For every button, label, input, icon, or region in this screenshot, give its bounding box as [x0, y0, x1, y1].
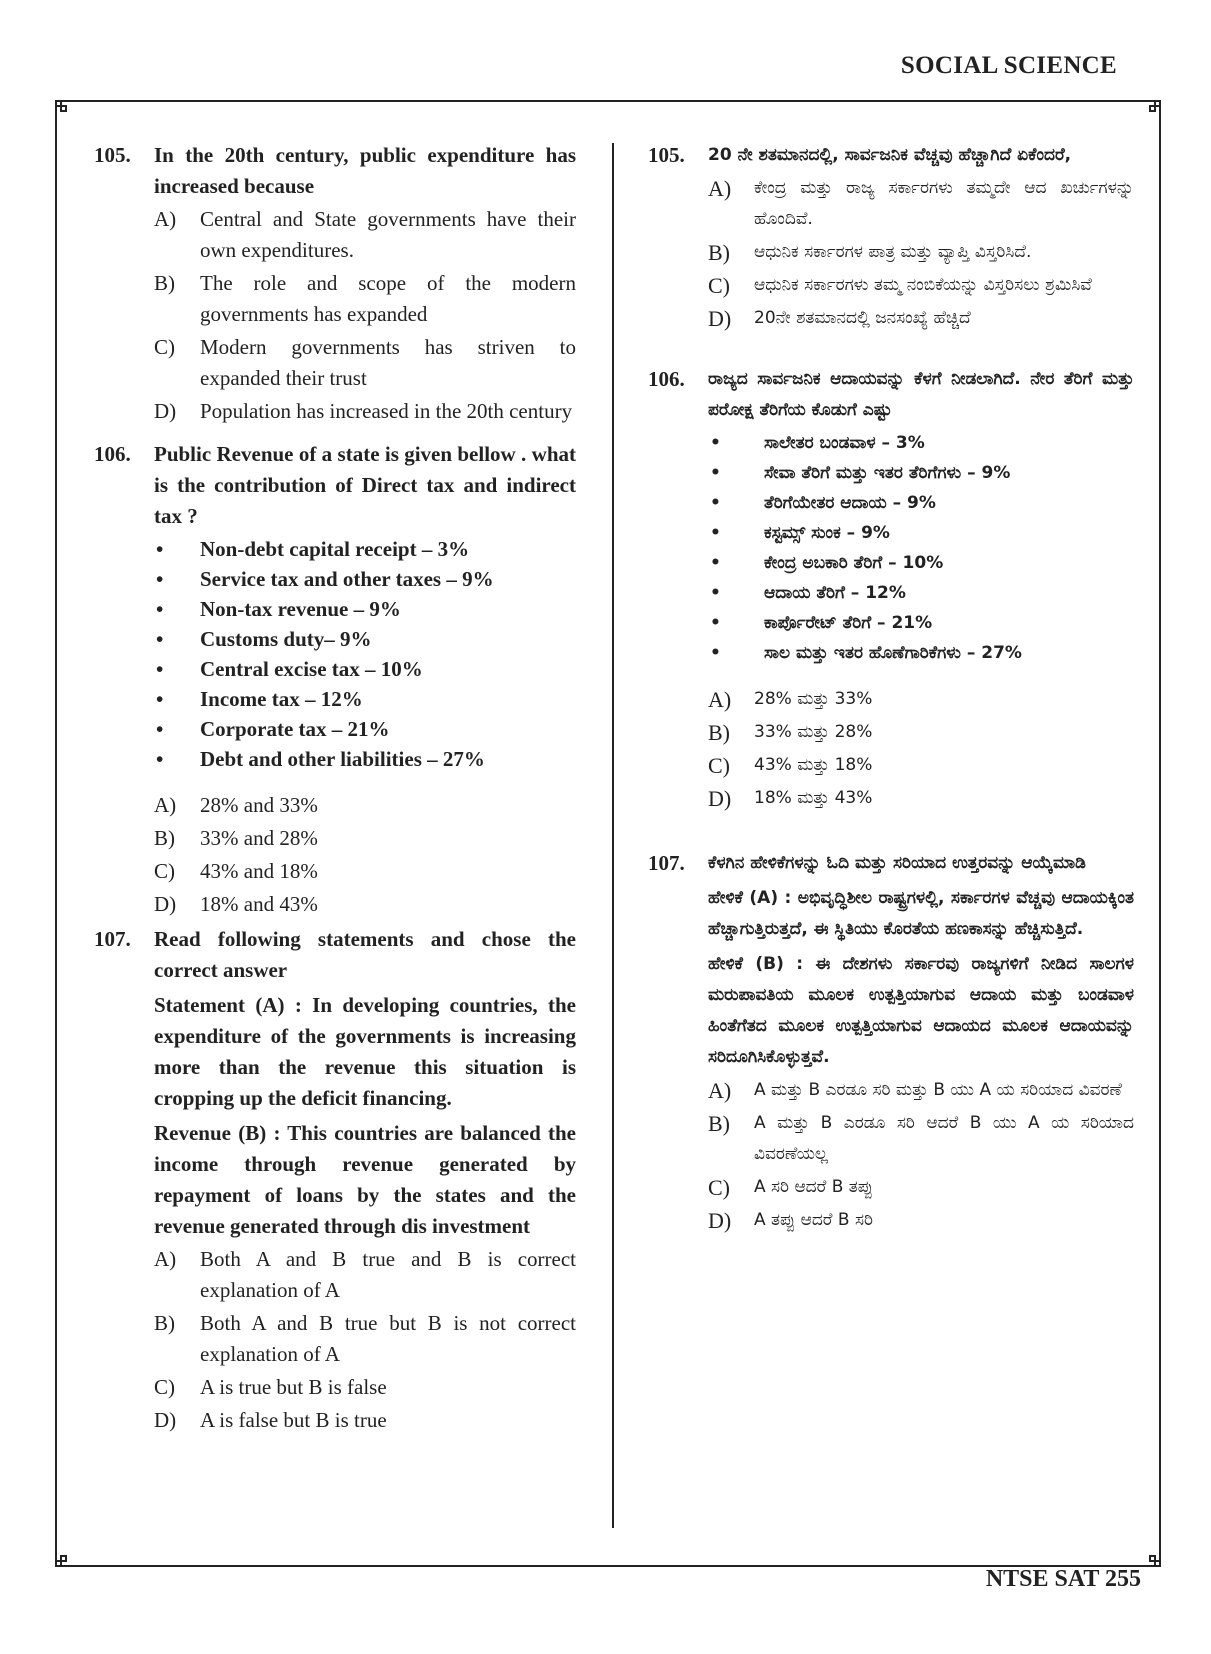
option-b: B) The role and scope of the modern governments has expanded — [154, 271, 576, 326]
question-stem: 20 ನೇ ಶತಮಾನದಲ್ಲಿ, ಸಾರ್ವಜನಿಕ ವೆಚ್ಚವು ಹೆಚ್ಚಾಗಿದೆ ಏಕೆಂದರೆ, — [708, 145, 1072, 165]
option-a: A) Central and State governments have their own expenditures. — [154, 207, 576, 262]
question-number: 105. — [648, 143, 685, 167]
question-number: 105. — [94, 143, 131, 167]
list-item: • Income tax – 12% — [154, 684, 576, 714]
question-107-kannada — [648, 848, 1134, 1236]
list-item: • ಕಸ್ಟಮ್ಸ್ ಸುಂಕ – 9% — [708, 518, 1134, 548]
question-number: 106. — [648, 367, 685, 391]
list-item: • ತೆರಿಗೆಯೇತರ ಆದಾಯ – 9% — [708, 488, 1134, 518]
option-c: C) Modern governments has striven to expanded their trust — [154, 335, 576, 390]
question-number: 107. — [94, 927, 131, 951]
statement-b: Revenue (B) : This countries are balanced the income through revenue generated by repayment of loans by the states and the revenue generated through dis investment — [154, 1121, 576, 1238]
option-a: A) 28% and 33% — [154, 793, 318, 817]
list-item: • ಕಾರ್ಪೊರೇಟ್ ತೆರಿಗೆ – 21% — [708, 608, 1134, 638]
section-header: SOCIAL SCIENCE — [900, 52, 1117, 79]
question-stem: In the 20th century, public expenditure has increased because — [154, 143, 576, 198]
option-a: A) ಕೇಂದ್ರ ಮತ್ತು ರಾಜ್ಯ ಸರ್ಕಾರಗಳು ತಮ್ಮದೇ ಆದ ಖರ್ಚುಗಳನ್ನು ಹೊಂದಿವೆ. — [708, 176, 1134, 229]
statement-b: ಹೇಳಿಕೆ (B) : ಈ ದೇಶಗಳು ಸರ್ಕಾರವು ರಾಜ್ಯಗಳಿಗೆ ನೀಡಿದ ಸಾಲಗಳ ಮರುಪಾವತಿಯ ಮೂಲಕ ಉತ್ಪತ್ತಿಯಾಗುವ ಆದಾಯ ಮತ್ತು ಬಂಡವಾಳ ಹಿಂತೆಗೆತದ ಮೂಲಕ ಉತ್ಪತ್ತಿಯಾಗುವ ಆದಾಯದ ಮೂಲಕ ಆದಾಯವನ್ನು ಸರಿದೂಗಿಸಿಕೊಳ್ಳುತ್ತವೆ. — [708, 954, 1134, 1067]
list-item: • Corporate tax – 21% — [154, 714, 576, 744]
statement-a: Statement (A) : In developing countries, the expenditure of the governments is increasing more than the revenue this situation is cropping up the deficit financing. — [154, 993, 576, 1110]
question-107 — [94, 924, 576, 1436]
option-b: B) 33% ಮತ್ತು 28% — [708, 720, 873, 745]
page-footer: NTSE SAT 255 — [985, 1566, 1141, 1592]
option-c: C) A ಸರಿ ಆದರೆ B ತಪ್ಪು — [708, 1175, 873, 1200]
corner-ornament-icon — [1137, 100, 1161, 124]
option-d: D) 18% and 43% — [154, 892, 318, 916]
question-105 — [94, 140, 576, 427]
list-item: • ಕೇಂದ್ರ ಅಬಕಾರಿ ತೆರಿಗೆ – 10% — [708, 548, 1134, 578]
option-c: C) 43% and 18% — [154, 859, 318, 883]
list-item: • ಸೇವಾ ತೆರಿಗೆ ಮತ್ತು ಇತರ ತೆರಿಗೆಗಳು – 9% — [708, 458, 1134, 488]
option-c: C) A is true but B is false — [154, 1375, 387, 1399]
option-d: D) 18% ಮತ್ತು 43% — [708, 786, 873, 811]
question-stem: ರಾಜ್ಯದ ಸಾರ್ವಜನಿಕ ಆದಾಯವನ್ನು ಕೆಳಗೆ ನೀಡಲಾಗಿದೆ. ನೇರ ತೆರಿಗೆ ಮತ್ತು ಪರೋಕ್ಷ ತೆರಿಗೆಯ ಕೊಡುಗೆ ಎಷ್ಟು — [708, 369, 1134, 420]
option-d: D) Population has increased in the 20th century — [154, 399, 573, 423]
option-a: A) A ಮತ್ತು B ಎರಡೂ ಸರಿ ಮತ್ತು B ಯು A ಯ ಸರಿಯಾದ ವಿವರಣೆ — [708, 1078, 1122, 1103]
list-item: • ಸಾಲೇತರ ಬಂಡವಾಳ – 3% — [708, 428, 1134, 458]
question-number: 107. — [648, 851, 685, 875]
list-item: • Non-debt capital receipt – 3% — [154, 534, 576, 564]
option-c: C) 43% ಮತ್ತು 18% — [708, 753, 873, 778]
option-c: C) ಆಧುನಿಕ ಸರ್ಕಾರಗಳು ತಮ್ಮ ನಂಬಿಕೆಯನ್ನು ವಿಸ್ತರಿಸಲು ಶ್ರಮಿಸಿವೆ — [708, 273, 1092, 298]
question-number: 106. — [94, 442, 131, 466]
column-divider — [612, 143, 614, 1528]
list-item: • Service tax and other taxes – 9% — [154, 564, 576, 594]
list-item: • Non-tax revenue – 9% — [154, 594, 576, 624]
option-d: D) A ತಪ್ಪು ಆದರೆ B ಸರಿ — [708, 1208, 873, 1233]
option-a: A) Both A and B true and B is correct explanation of A — [154, 1247, 576, 1302]
option-b: B) 33% and 28% — [154, 826, 318, 850]
list-item: • Central excise tax – 10% — [154, 654, 576, 684]
question-stem: Public Revenue of a state is given bellow . what is the contribution of Direct tax and indirect tax ? — [154, 442, 576, 528]
revenue-list — [708, 428, 1134, 668]
option-a: A) 28% ಮತ್ತು 33% — [708, 687, 873, 712]
question-106-kannada — [648, 364, 1134, 814]
option-d: D) 20ನೇ ಶತಮಾನದಲ್ಲಿ ಜನಸಂಖ್ಯೆ ಹೆಚ್ಚಿದೆ — [708, 306, 971, 331]
statement-a: ಹೇಳಿಕೆ (A) : ಅಭಿವೃದ್ಧಿಶೀಲ ರಾಷ್ಟ್ರಗಳಲ್ಲಿ, ಸರ್ಕಾರಗಳ ವೆಚ್ಚವು ಆದಾಯಕ್ಕಿಂತ ಹೆಚ್ಚಾಗುತ್ತಿರುತ್ತದೆ, ಈ ಸ್ಥಿತಿಯು ಕೊರತೆಯ ಹಣಕಾಸನ್ನು ಹೆಚ್ಚಿಸುತ್ತಿದೆ. — [708, 888, 1134, 939]
question-106 — [94, 439, 576, 920]
corner-ornament-icon — [55, 1543, 79, 1567]
corner-ornament-icon — [1137, 1543, 1161, 1567]
list-item: • Customs duty– 9% — [154, 624, 576, 654]
list-item: • ಆದಾಯ ತೆರಿಗೆ – 12% — [708, 578, 1134, 608]
option-b: B) ಆಧುನಿಕ ಸರ್ಕಾರಗಳ ಪಾತ್ರ ಮತ್ತು ವ್ಯಾಪ್ತಿ ವಿಸ್ತರಿಸಿದೆ. — [708, 240, 1032, 265]
corner-ornament-icon — [55, 100, 79, 124]
list-item: • ಸಾಲ ಮತ್ತು ಇತರ ಹೊಣೆಗಾರಿಕೆಗಳು – 27% — [708, 638, 1134, 668]
english-column — [94, 140, 576, 1436]
list-item: • Debt and other liabilities – 27% — [154, 744, 576, 774]
option-b: B) Both A and B true but B is not correct explanation of A — [154, 1311, 576, 1366]
question-105-kannada — [648, 140, 1134, 334]
question-stem: ಕೆಳಗಿನ ಹೇಳಿಕೆಗಳನ್ನು ಓದಿ ಮತ್ತು ಸರಿಯಾದ ಉತ್ತರವನ್ನು ಆಯ್ಕೆಮಾಡಿ — [708, 853, 1086, 873]
revenue-list — [154, 534, 576, 774]
option-b: B) A ಮತ್ತು B ಎರಡೂ ಸರಿ ಆದರೆ B ಯು A ಯ ಸರಿಯಾದ ವಿವರಣೆಯಲ್ಲ — [708, 1111, 1134, 1164]
option-d: D) A is false but B is true — [154, 1408, 387, 1432]
question-stem: Read following statements and chose the correct answer — [154, 927, 576, 982]
kannada-column — [648, 140, 1134, 1236]
